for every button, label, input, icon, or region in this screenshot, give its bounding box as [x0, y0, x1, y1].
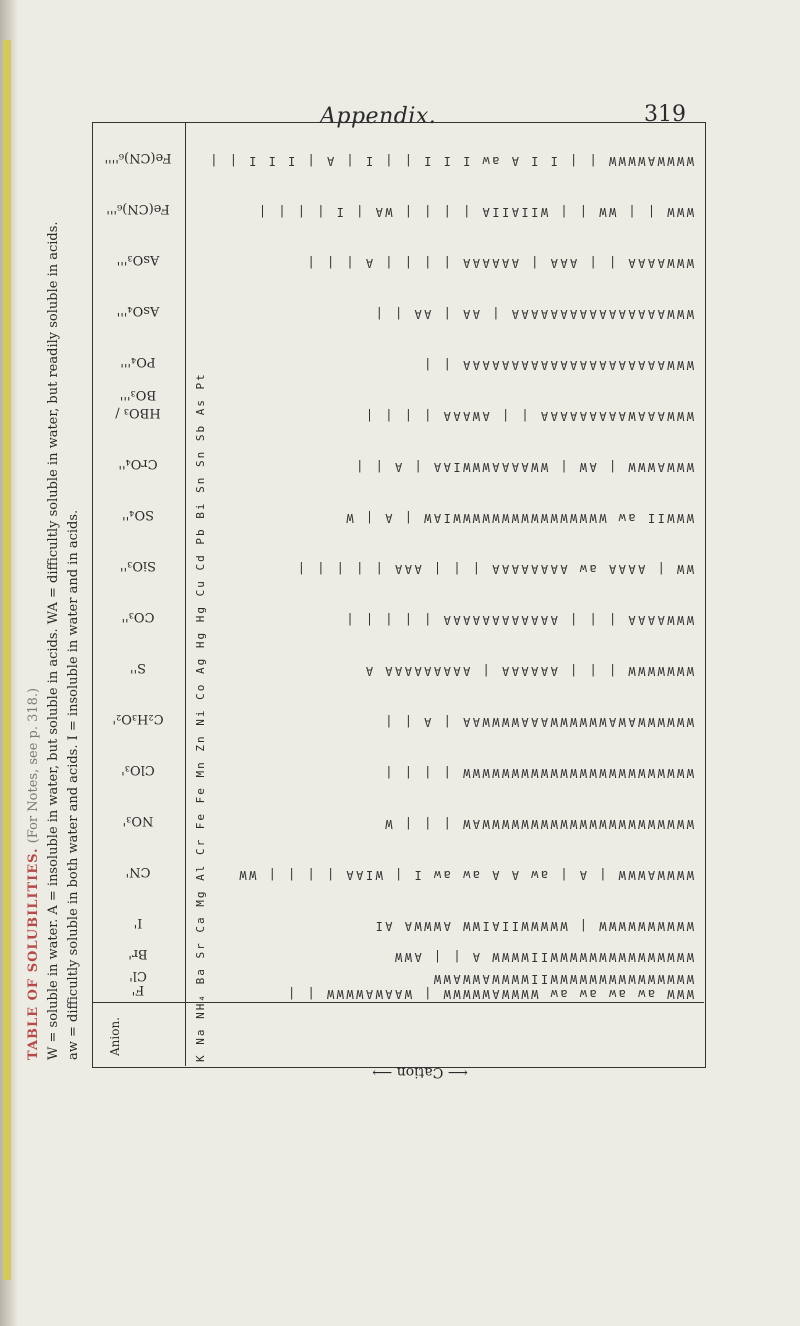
column-label: CrO₄'' [118, 456, 158, 471]
table-title: TABLE OF SOLUBILITIES. [26, 847, 41, 1060]
table-row: WWWII aw WWWWWWWWWWWWWWWWIAW | A | W [343, 511, 694, 525]
table-row: WW | AAAA aw AAAAAAAA | | | AAA | | | | | [295, 562, 694, 576]
table-row: WWWWWWWWWWWWWWWIIWWWWAWWAWW [431, 972, 694, 986]
column-label: SO₄'' [122, 507, 154, 522]
column-label: S'' [129, 660, 147, 675]
arrow-left-icon: ⟵ [447, 1064, 468, 1080]
table-row: WWWWAWWWW | | I I A aw I I I | | I | A | I I I | | [207, 154, 694, 168]
column-label: I' [133, 915, 143, 930]
table-row: WWW aw aw aw aw WWWWAWWWWW | WAAWAWWWW | | [285, 987, 694, 1001]
label-column-rule [185, 122, 186, 1066]
column-label: Fe(CN)₆'''' [104, 150, 172, 165]
table-row: WWWWWWW | | | AAAAAA | AAAAAAAAA A [363, 664, 694, 678]
column-label: CN' [125, 864, 151, 879]
cation-label: Cation [396, 1064, 444, 1080]
column-label: Cl' [129, 968, 147, 983]
column-label: AsO₄''' [116, 303, 160, 318]
column-label: SiO₃'' [119, 558, 157, 573]
anion-header: Anion. [108, 1017, 122, 1057]
table-row: WWWAAAA | | | AAAAAAAAAAAA | | | | | [343, 613, 694, 627]
table-row: WWWWWWWWWWWWWWWWWWWWWWWW | | | | [382, 766, 694, 780]
arrow-right-icon: ⟶ [372, 1064, 393, 1080]
column-label: CO₃'' [121, 609, 155, 624]
table-row: WWWAWWW | AW | WWAAAAWWWIAA | A | | [353, 460, 694, 474]
table-row: WWWWWWWWWWWWWWWIIWWWW A | | AWW [392, 950, 694, 964]
table-row: WWWAAAA | | AAA | AAAAAA | | | | A | | | [305, 256, 694, 270]
cation-axis-label [320, 1064, 520, 1080]
table-row: WWWWWWWWWW | WWWWWIIAIWW AWWWA AI [373, 919, 694, 933]
column-label: F' [131, 982, 145, 997]
column-label: AsO₃''' [116, 252, 160, 267]
solubility-legend [24, 120, 81, 1060]
column-label: Br' [128, 946, 148, 961]
table-notes-reference: (For Notes, see p. 318.) [26, 687, 41, 844]
table-row: WWWWWWAWAWWWWWWAAAWWWWAA | A | | [382, 715, 694, 729]
column-label: C₂H₃O₂' [112, 711, 164, 726]
column-label: HBO₃ / BO₃''' [115, 387, 161, 420]
table-row: WWWWWWWWWWWWWWWWWWWWWWAW | | | W [382, 817, 694, 831]
column-label: NO₃' [122, 813, 154, 828]
anion-row-rule [92, 1002, 704, 1003]
legend-line-1: W = soluble in water. A = insoluble in water, but soluble in acids. WA = difficultly soluble in water, but readily soluble in acids. [46, 221, 61, 1060]
column-label: Fe(CN)₆''' [106, 201, 170, 216]
table-row: WWWWAWWW | A | aw A A aw aw I | WIAA | | | | WW [236, 868, 694, 882]
table-row: WWWAAAWAAAAAAAAA | | AWAAA | | | | [363, 409, 694, 423]
table-row: WWWAAAAAAAAAAAAAAAA | AA | AA | | [373, 307, 694, 321]
column-label: ClO₃' [121, 762, 155, 777]
page-number: 319 [644, 102, 686, 127]
page-header-title: Appendix. [320, 104, 437, 129]
table-row: WWWAAAAAAAAAAAAAAAAAAAAA | | [421, 358, 694, 372]
table-row: WWW | | WW | | WIIAIIA | | | | WA | I | | | | [256, 205, 694, 219]
anion-symbols-row: K Na NH₄ Ba Sr Ca Mg Al Cr Fe Fe Mn Zn Ni Co Ag Hg Hg Cu Cd Pb Bi Sn Sn Sb As Pt [194, 372, 207, 1062]
legend-line-2: aw = difficultly soluble in both water and acids. I = insoluble in water and in acids. [66, 509, 81, 1060]
column-label: PO₄''' [120, 354, 156, 369]
page-binding-edge [0, 0, 18, 1326]
binding-tape [3, 40, 11, 1280]
